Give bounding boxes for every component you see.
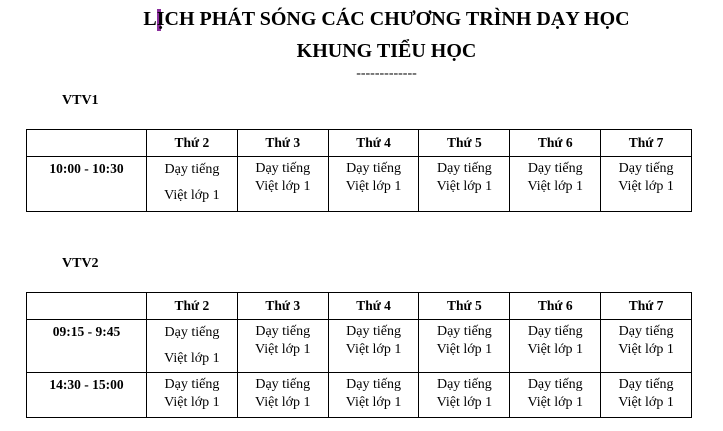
program-cell: Dạy tiếng Việt lớp 1 — [147, 320, 238, 373]
schedule-table-vtv1 — [26, 129, 692, 212]
program-cell: Dạy tiếng Việt lớp 1 — [419, 373, 510, 418]
separator-line: ------------- — [356, 66, 417, 81]
day-header: Thứ 5 — [419, 293, 510, 320]
program-cell: Dạy tiếng Việt lớp 1 — [601, 157, 692, 212]
day-header: Thứ 4 — [328, 130, 419, 157]
schedule-table-vtv2 — [26, 292, 692, 418]
day-header: Thứ 3 — [237, 293, 328, 320]
day-header: Thứ 7 — [601, 293, 692, 320]
table-row — [27, 373, 692, 418]
program-cell: Dạy tiếng Việt lớp 1 — [237, 373, 328, 418]
day-header: Thứ 6 — [510, 130, 601, 157]
day-header: Thứ 3 — [237, 130, 328, 157]
header-corner — [27, 293, 147, 320]
table-header-row — [27, 293, 692, 320]
channel-label-vtv1: VTV1 — [62, 93, 99, 108]
program-cell: Dạy tiếng Việt lớp 1 — [601, 320, 692, 373]
channel-label-vtv2: VTV2 — [62, 256, 99, 271]
table-row — [27, 320, 692, 373]
time-slot: 09:15 - 9:45 — [27, 320, 147, 373]
program-cell: Dạy tiếng Việt lớp 1 — [328, 373, 419, 418]
day-header: Thứ 7 — [601, 130, 692, 157]
program-cell: Dạy tiếng Việt lớp 1 — [510, 373, 601, 418]
program-cell: Dạy tiếng Việt lớp 1 — [237, 157, 328, 212]
page-subtitle: KHUNG TIỂU HỌC — [296, 40, 477, 62]
day-header: Thứ 4 — [328, 293, 419, 320]
header-corner — [27, 130, 147, 157]
table-row — [27, 157, 692, 212]
program-cell: Dạy tiếng Việt lớp 1 — [419, 157, 510, 212]
time-slot: 10:00 - 10:30 — [27, 157, 147, 212]
day-header: Thứ 2 — [147, 293, 238, 320]
page-title: LỊCH PHÁT SÓNG CÁC CHƯƠNG TRÌNH DẠY HỌC — [143, 8, 630, 30]
program-cell: Dạy tiếng Việt lớp 1 — [510, 320, 601, 373]
program-cell: Dạy tiếng Việt lớp 1 — [601, 373, 692, 418]
program-cell: Dạy tiếng Việt lớp 1 — [510, 157, 601, 212]
day-header: Thứ 5 — [419, 130, 510, 157]
program-cell: Dạy tiếng Việt lớp 1 — [147, 373, 238, 418]
program-cell: Dạy tiếng Việt lớp 1 — [147, 157, 238, 212]
day-header: Thứ 2 — [147, 130, 238, 157]
program-cell: Dạy tiếng Việt lớp 1 — [419, 320, 510, 373]
time-slot: 14:30 - 15:00 — [27, 373, 147, 418]
program-cell: Dạy tiếng Việt lớp 1 — [328, 320, 419, 373]
day-header: Thứ 6 — [510, 293, 601, 320]
program-cell: Dạy tiếng Việt lớp 1 — [237, 320, 328, 373]
program-cell: Dạy tiếng Việt lớp 1 — [328, 157, 419, 212]
table-header-row — [27, 130, 692, 157]
